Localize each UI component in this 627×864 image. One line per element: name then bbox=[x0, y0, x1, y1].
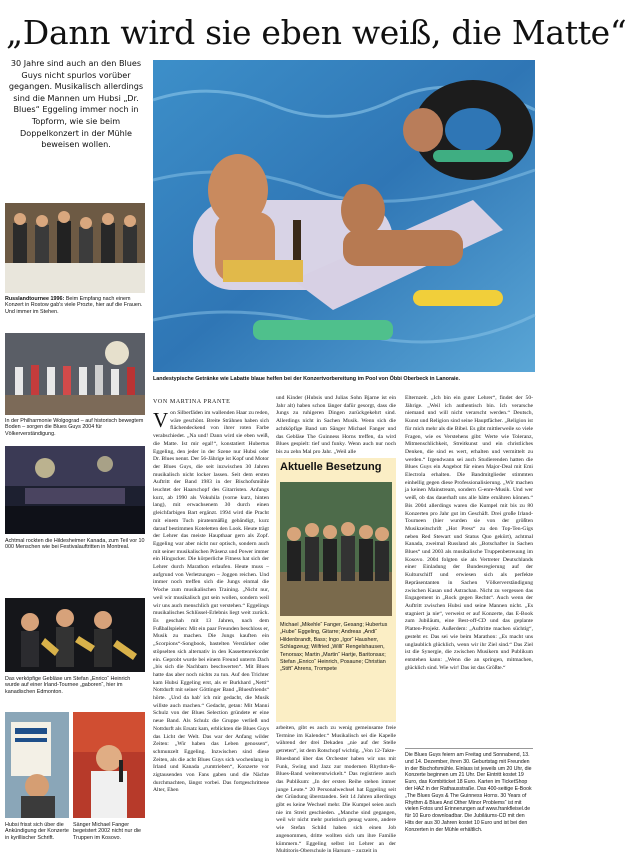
drop-cap: V bbox=[153, 408, 169, 432]
article-col2-text: und Kinder (Hubsis und Julias Sohn Bjarne ist ein Jahr alt) haben schon länger dafür gesorgt, dass die Jungs zu ruhigeren Dingen zurückgekehrt sind. Allerdings nicht in Sachen Musik. Wenn sich die achtköpfige Band um Sänger Michael Fanger und das Gebläse The Guinness Horns treffen, da wird Blues gespielt: tief und funky. Wenn auch nur noch bis zu zehn Mal pro Jahr. „Weil alle bbox=[276, 395, 396, 455]
photo-canada-festival bbox=[5, 446, 145, 534]
author-byline: VON MARTINA PRANTE bbox=[153, 399, 231, 405]
pool-illustration bbox=[153, 60, 535, 372]
article-column-2 bbox=[276, 395, 396, 455]
main-photo-pool bbox=[153, 60, 535, 372]
caption-russia-text: Beim Empfang nach einem Konzert in Rostow gab's viele Prozte, hier auf die Frauen. Und immer im Stehen. bbox=[5, 296, 143, 315]
horns-illustration bbox=[5, 598, 145, 672]
caption-russia-lead: Russlandtournee 1996: bbox=[5, 296, 65, 302]
article-column-2b bbox=[276, 725, 396, 862]
poster-illustration bbox=[5, 712, 69, 818]
singer-illustration bbox=[73, 712, 145, 818]
caption-fanger: Sänger Michael Fanger begeistert 2002 nicht nur die Truppen im Kosovo. bbox=[73, 822, 142, 841]
caption-horns: Das verköpfige Gebläse um Stefan „Enrico“ Heinrich wurde auf einer Irland-Tournee „gaboren“, hier im kanadischen Edmonton. bbox=[5, 676, 131, 695]
article-col1-text: on Silberfäden im wallenden Haar zu reden, wäre geschönt. Breite Strähnen haben sich flächendeckend von ihrer roten Farbe verabschiedet. „Na und! Dann wird sie eben weiß, die Matte. Ist mir egal!“, konstatiert Hubertus Eggeling, den jeder in der Szene nur Hubsi oder Dr. Blues nennt. Der 56-Jährige ist Kopf und Motor der Blues Guys, die seit inzwischen 30 Jahren musikalisch nicht locker lassen. Seit dem ersten Auftritt der Band 1983 in der Bischofsmühle leuchtet der Haarschopf des Gitarristen. Anfangs kurz, ab 1990 als Vokuhila (vorne kurz, hinten lang), mit erwachsenem 30 durch einen gleichfarbigen Bart ergänzt. 1994 wird die Pracht mit einem Tuch piratenmäßig gebändigt, kurz darauf bestimmen Koteletten den Look. Heute trägt der Lehrer das meiste Haupthaar gern als Zopf. Eggeling war aber nicht nur optisch, sondern auch mit seiner musikalischen Präsenz und Power immer ein Hingucker. Die körperliche Fitness hat sich der Lehrer durch Marathon erlaufen. Heute muss – aufgrund von Verletzungen – Joggen reichen. Und immer noch treffen sich die Jungs einmal die Woche zum musikalischen Training. „Nicht nur, weil wir musikalisch gut sein wollen, sondern weil wir uns auch menschlich gut verstehen.“ Eggelings musikalisches Schlüssel-Erlebnis liegt weit zurück. Es geschah mit 13 Jahren, nach dem Fußballspielen: Mit ein paar Freunden beschloss er, Musik zu machen. Die Jungs kauften ein „Scorpions“-Songbook, bastelten Verstärker oder stöpselten sich alternativ in den Kassettenrekorder ein. Geprobt wurde bei einem Freund unterm Dach „bis sich die Nachbarn beschwerten“. Mit Blues hatte das aber noch nichts zu tun. Auf den Trichter kam Hubsi Eggeling erst, als er Burkhard „Netti“ Nottdurft mit seiner Göttinger Band „Bluesfriends“ hörte. „Und da hab' ich mir gedacht, die Musik willste auch machen.“ Gedacht, getan: Mit Manni Schulz von der Blues Selection gründete er eine neue Band. Als Schulz die Gruppe verließ und Nottdurft als Ersatz kam, erblickten die Blues Guys das Licht der Welt. Das war der Anfang wilder Zeiten: „Wir haben das Leben genossen“, schmunzelt Eggeling. Inzwischen sind diese Zeiten, als die acht Blues Guys sich wochenlang in Irland und Kanada „rumtrieben“, Konzerte vor zigtausenden von Fans gaben und die Nächte durchmachten, längst vorbei. Das fortgeschrittene Alter, Ehen bbox=[153, 410, 269, 794]
teaser-text: 30 Jahre sind auch an den Blues Guys nicht spurlos vorüber gegangen. Musikalisch allerdings sind die Mannen um Hubsi „Dr. Blues“ Eggeling immer noch in Topform, wie sie beim Doppelkonzert in der Mühle beweisen wollen. bbox=[8, 58, 144, 150]
event-info-box: Die Blues Guys feiern am Freitag und Sonnabend, 13. und 14. Dezember, ihren 30. Geburtstag mit Freunden in der Bischofsmühle. Einlass ist jeweils um 20 Uhr, die Konzerte beginnen um 21 Uhr. Der Eintritt kostet 19 Euro, das Kombiticket 18 Euro. Karten im TicketShop der HAZ in der Rathausstraße. Das 400-seitige E-Book „The Blues Guys & The Guinness Horns. 30 Years of Rhythm & Blues And Other Minor Problems“ ist mit vielen Fotos und Erinnerungen auf www.frankfleisel.de für 10 Euro downloadbar. Die Jubiläums-CD mit den Hits der aus 30 Jahren kostet 10 Euro und ist bei den Konzerten in der Mühle erhältlich. bbox=[405, 752, 532, 833]
caption-main-photo: Landestypische Getränke wie Labatte blaue helfen bei der Konzertvorbereitung im Pool von Öbbi Oberbeck in Lanoraie. bbox=[153, 376, 461, 382]
photo-wolgograd-stage bbox=[5, 333, 145, 415]
photo-hubsi-poster bbox=[5, 712, 69, 818]
photo-horns bbox=[5, 598, 145, 672]
lineup-infobox bbox=[276, 458, 396, 722]
band-illustration bbox=[280, 482, 392, 616]
divider-line bbox=[405, 748, 533, 749]
lineup-title: Aktuelle Besetzung bbox=[280, 461, 382, 473]
article-column-1 bbox=[153, 410, 269, 862]
photo-russia-reception bbox=[5, 203, 145, 293]
photo-fanger-kosovo bbox=[73, 712, 145, 818]
lineup-text: Michael „Mikehle“ Fanger, Gesang; Hubertus „Hube“ Eggeling, Gitarre; Andreas „Andi“ Hildenbrandt, Bass; Ingo „Igor“ Hausherr, Schlagzeug; Wilfried „Willi“ Rengelshausen, Tenorsax; Martin „Martin“ Hartje, Baritonsax; Stefan „Enrico“ Heinrich, Posaune; Christian „Stift“ Ahrens, Trompete bbox=[280, 622, 388, 673]
headline: „Dann wird sie eben weiß, die Matte“ bbox=[6, 13, 627, 52]
festival-illustration bbox=[5, 446, 145, 534]
article-col2b-text: arbeiten, gibt es auch zu wenig gemeinsame freie Termine im Kalender.“ Musikalisch sei die Kapelle während der drei Dekaden „nie auf der Stelle getreten“, ist dem Rotschopf wichtig. „Von 12-Takte-Bluesband über das Orchester haben wir uns mit Funk, Swing und Jazz zur modernen Rhythm-&-Blues-Band weiterentwickelt.“ Das registriere auch das Publikum: „In der ersten Reihe stehen immer junge Leute.“ 20 Personalwechsel hat Eggeling seit der Gründung überstanden. Seit 14 Jahren allerdings gibt es keine Wechsel mehr. Die Kumpel seien auch nie im Streit geschieden. „Manche sind gegangen, weil wir nicht mehr puristisch genug waren, andere wie Stefan Schild haben sich einen Job angenommen, dritte wollten sich um ihre Familie kümmern.“ Eggeling selbst ist Lehrer an der Multitoris-Oberschule in Harsum – zurzeit in bbox=[276, 725, 396, 855]
article-col3-text: Elternzeit. „Ich bin ein guter Lehrer“, findet der 50-Jährige. „Weil ich authentisch bin. Ich verarsche niemand und will nicht verarscht werden.“ Deutsch, Kunst und Religion sind seine Hauptfächer. „Religion ist für mich mehr als die Bibel. Es gibt mittlerweile so viele Fragen, wie es Verstehens gibt: Werte wie Toleranz, Mitmenschlichkeit, Streitkunst und ein christliches Denken, die sind es wert, erhalten und vermittelt zu werden.“ Irgendwann sei auch Studierenden hatten die Blues Guys ein Angebot für einen Major-Deal mit Emi Electrola erhalten. Die Bandmitglieder stimmten einhellig gegen diese Professionalisierung. „Wir machen ja keinen Mainstream, sondern G-enre-Musik. Und wer weiß, ob das dauerhaft uns alle hätte ernähren können.“ Bis 2004 allerdings waren die Kumpel mit bis zu 80 Konzerten pro Jahr gut im Geschäft. Drei große Irland-Tourneen (hier wurden sie von der größten Musikzeitschrift „Hot Press“ zu den Top-Ten-Gigs neben Red Stewart und Status Quo gekürt), achtmal Kanada, zweimal Russland als „Botschafter in Sachen Blues“ und 2003 als musikalische Truppenbetreuung im Kosovo. 2004 folgten sie als Vertreter Deutschlands einer Einladung der Bundesregierung auf der Kulturschiff und erwiesen sich als perfekte Repräsentanten in Sachen Völkerverständigung zwischen Kasan und Astrachan. Nicht zu vergessen das Engagement in „Rock gegen Rechts“. Auch wenn der Auftritt zwischen Hubsi und seine Mannen nicht. „Es stagniert ja nie“, verweist er auf Konzerte, das E-Book zum Jubiläum, eine Best-off-CD und das geplante Platten-Projekt. Außerdem: „Auftritte machen süchtig“, gesteht er. Das sei wie beim Marathon: „Es macht uns unglaublich glücklich, wenn wir ihr Ziel sind.“ Das Ziel ist die Synergie, die zwischen Musikern und Publikum entstehen kann: „Wenn die an springen, mitmachen, glücklich sind. Wie wir! Das ist das Größte.“ bbox=[405, 395, 533, 671]
caption-wolgograd: In der Philharmonie Wolgograd – auf historisch bewegtem Boden – sorgen die Blues Guys 2004 für Völkerverständigung. bbox=[5, 418, 144, 437]
reception-illustration bbox=[5, 203, 145, 293]
stage-illustration bbox=[5, 333, 145, 415]
article-column-3 bbox=[405, 395, 533, 747]
caption-hubsi: Hubsi frisst sich über die Ankündigung der Konzerte in kyrillischer Schrift. bbox=[5, 822, 69, 841]
caption-russia bbox=[5, 296, 145, 315]
caption-canada: Achtmal rockten die Hildesheimer Kanada, zum Teil vor 10 000 Menschen wie bei Festivalauftritten in Montreal. bbox=[5, 538, 145, 551]
lineup-band-photo bbox=[280, 482, 392, 616]
